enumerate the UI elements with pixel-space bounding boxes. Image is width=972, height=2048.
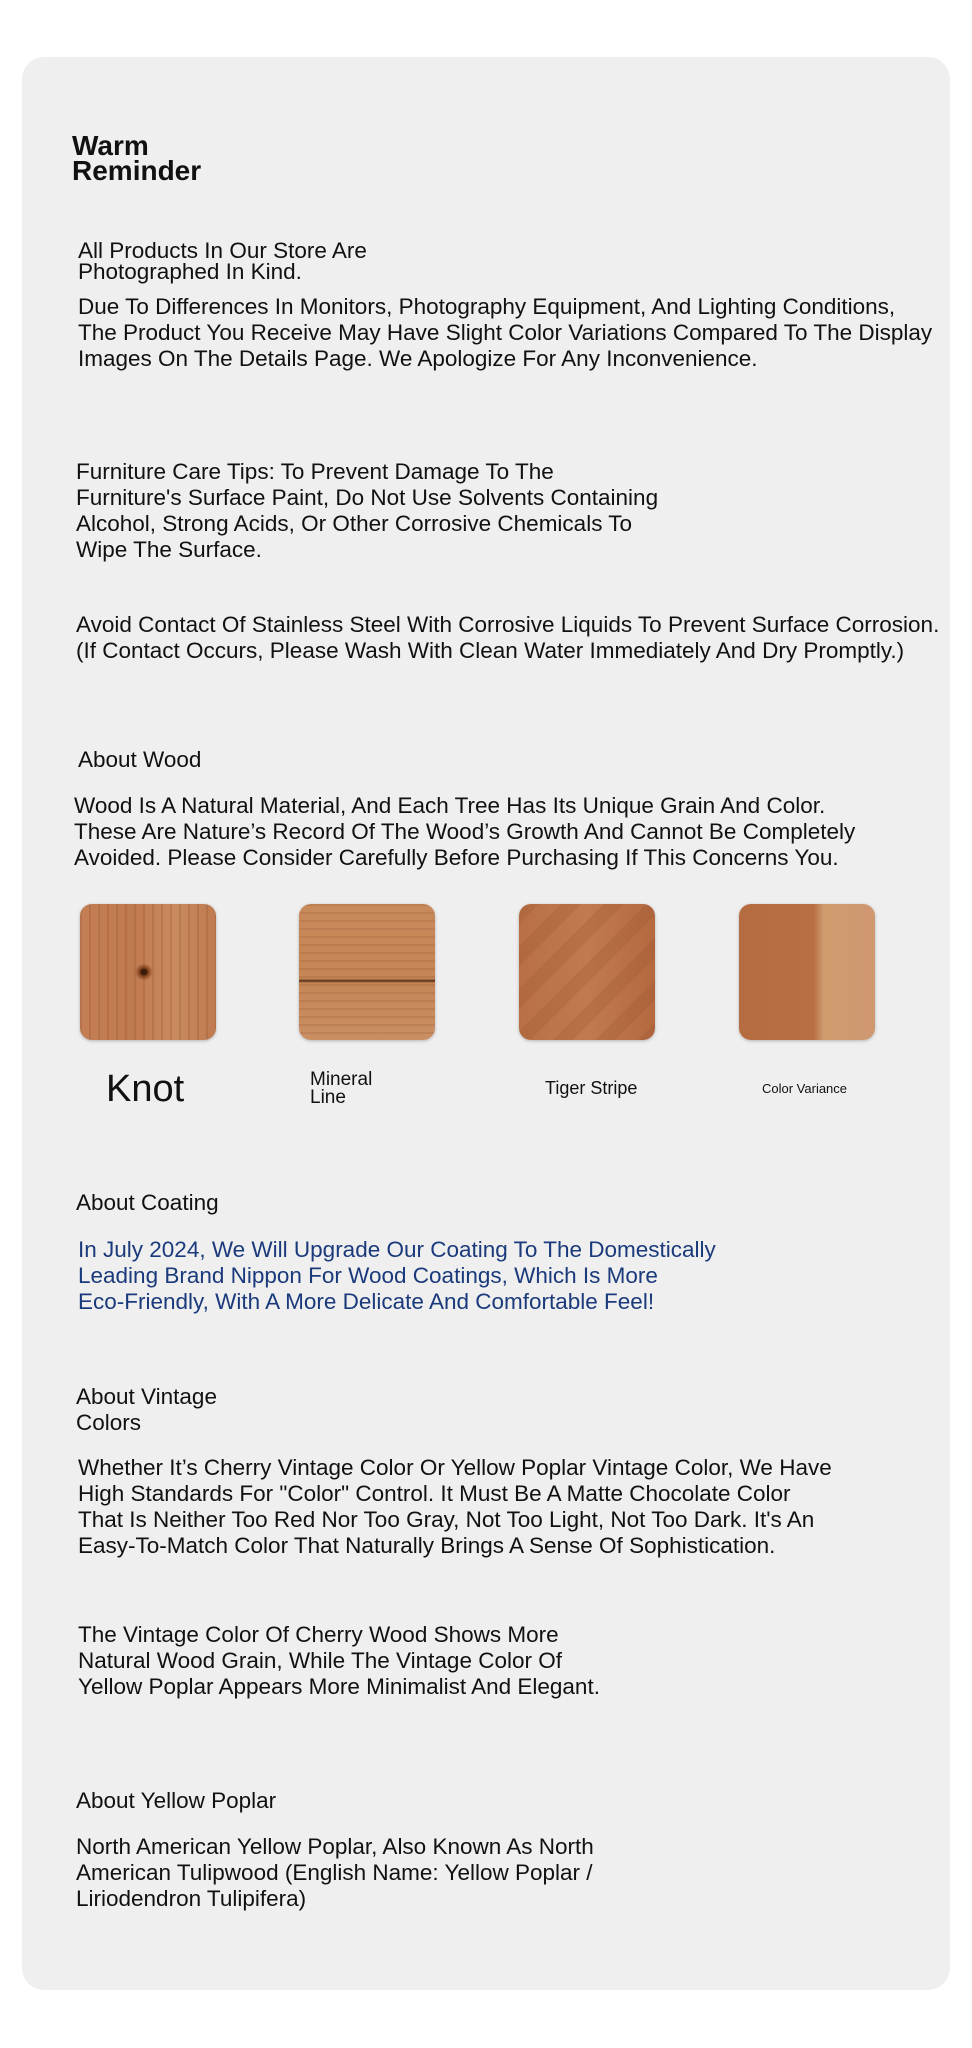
about-poplar-heading: About Yellow Poplar — [76, 1788, 277, 1813]
page-title: Warm Reminder — [72, 130, 202, 186]
about-poplar-body: North American Yellow Poplar, Also Known As North American Tulipwood (English Name: Yellow Poplar / Liriodendron Tulipifera) — [76, 1834, 594, 1911]
about-vintage-heading: About Vintage Colors — [76, 1384, 217, 1435]
wood-knot-sample-icon — [80, 904, 216, 1040]
notice-heading: All Products In Our Store Are Photographed In Kind. — [78, 238, 367, 284]
notice-body: Due To Differences In Monitors, Photography Equipment, And Lighting Conditions, The Product You Receive May Have Slight Color Variations Compared To The Display Images On The Details Page. We Apologize For Any Inconvenience. — [78, 294, 933, 371]
wood-mineral-line-sample-icon — [299, 904, 435, 1040]
info-card — [22, 57, 950, 1990]
knot-label: Knot — [106, 1068, 185, 1110]
care-tip-paint: Furniture Care Tips: To Prevent Damage To The Furniture's Surface Paint, Do Not Use Solvents Containing Alcohol, Strong Acids, Or Other Corrosive Chemicals To Wipe The Surface. — [76, 459, 659, 562]
about-coating-heading: About Coating — [76, 1190, 219, 1215]
wood-color-variance-sample-icon — [739, 904, 875, 1040]
mineral-line-label: Mineral Line — [310, 1069, 373, 1108]
tiger-stripe-label: Tiger Stripe — [545, 1078, 638, 1098]
about-wood-heading: About Wood — [78, 747, 202, 772]
about-vintage-body: Whether It’s Cherry Vintage Color Or Yellow Poplar Vintage Color, We Have High Standards For "Color" Control. It Must Be A Matte Chocolate Color That Is Neither Too Red Nor Too Gray, Not Too Light, Not Too Dark. It's An Easy-To-Match Color That Naturally Brings A Sense Of Sophistication. — [78, 1455, 832, 1558]
wood-sample-row — [80, 904, 910, 1104]
care-tip-steel: Avoid Contact Of Stainless Steel With Corrosive Liquids To Prevent Surface Corrosion. (If Contact Occurs, Please Wash With Clean Water Immediately And Dry Promptly.) — [76, 612, 940, 663]
vintage-grain-note: The Vintage Color Of Cherry Wood Shows More Natural Wood Grain, While The Vintage Color Of Yellow Poplar Appears More Minimalist And Elegant. — [78, 1622, 600, 1699]
wood-tiger-stripe-sample-icon — [519, 904, 655, 1040]
about-wood-body: Wood Is A Natural Material, And Each Tree Has Its Unique Grain And Color. These Are Nature’s Record Of The Wood’s Growth And Cannot Be Completely Avoided. Please Consider Carefully Before Purchasing If This Concerns You. — [74, 793, 856, 870]
color-variance-label: Color Variance — [762, 1081, 848, 1096]
about-coating-body: In July 2024, We Will Upgrade Our Coating To The Domestically Leading Brand Nippon For Wood Coatings, Which Is More Eco-Friendly, With A More Delicate And Comfortable Feel! — [78, 1237, 716, 1314]
